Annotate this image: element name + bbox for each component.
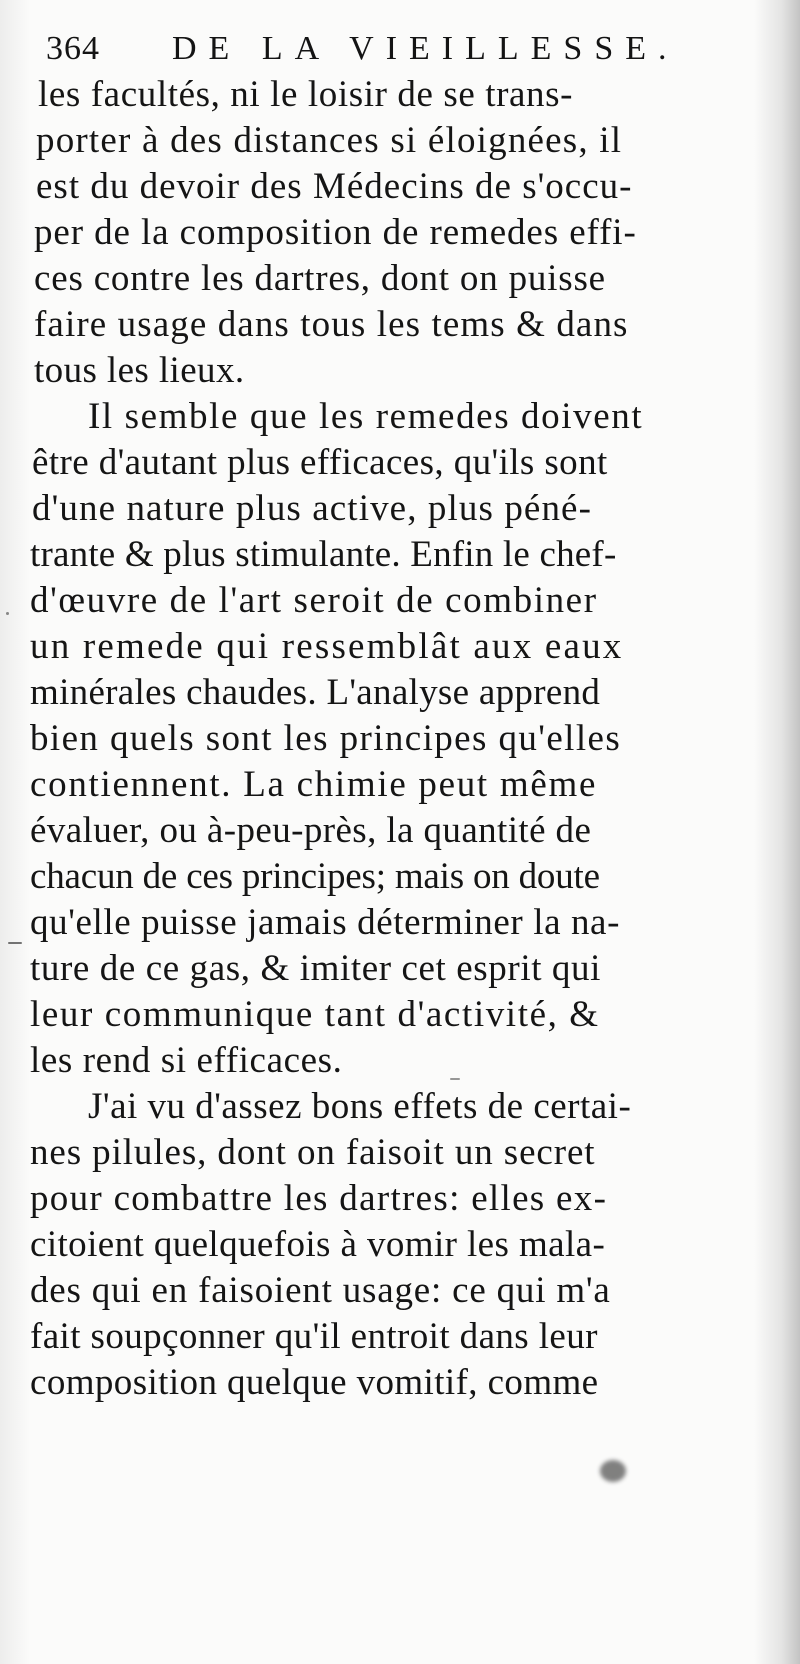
- text-line: d'une nature plus active, plus péné-: [32, 488, 592, 529]
- text-line: contiennent. La chimie peut même: [30, 764, 598, 805]
- text-line: des qui en faisoient usage: ce qui m'a: [30, 1270, 611, 1311]
- text-line: chacun de ces principes; mais on doute: [30, 856, 600, 897]
- text-line: fait soupçonner qu'il entroit dans leur: [30, 1316, 598, 1357]
- text-line: les rend si efficaces.: [30, 1040, 343, 1081]
- text-line: J'ai vu d'assez bons effets de certai-: [88, 1086, 632, 1127]
- text-line: leur communique tant d'activité, &: [30, 994, 600, 1035]
- text-line: nes pilules, dont on faisoit un secret: [30, 1132, 596, 1173]
- text-line: un remede qui ressemblât aux eaux: [30, 626, 624, 667]
- text-line: les facultés, ni le loisir de se trans-: [38, 74, 574, 115]
- running-head: DE LA VIEILLESSE.: [172, 30, 679, 67]
- text-line: minérales chaudes. L'analyse apprend: [30, 672, 601, 713]
- text-line: Il semble que les remedes doivent: [88, 396, 644, 437]
- text-line: per de la composition de remedes effi-: [34, 212, 637, 253]
- text-line: faire usage dans tous les tems & dans: [34, 304, 629, 345]
- page-number: 364: [46, 30, 100, 67]
- text-line: bien quels sont les principes qu'elles: [30, 718, 622, 759]
- text-line: être d'autant plus efficaces, qu'ils sont: [32, 442, 608, 483]
- text-line: d'œuvre de l'art seroit de combiner: [30, 580, 598, 621]
- text-line: composition quelque vomitif, comme: [30, 1362, 599, 1403]
- text-line: citoient quelquefois à vomir les mala-: [30, 1224, 606, 1265]
- text-line: trante & plus stimulante. Enfin le chef-: [30, 534, 617, 575]
- text-line: ces contre les dartres, dont on puisse: [34, 258, 606, 299]
- ink-speck: [450, 1078, 460, 1080]
- ink-speck: [600, 1460, 626, 1482]
- text-line: pour combattre les dartres: elles ex-: [30, 1178, 608, 1219]
- text-line: est du devoir des Médecins de s'occu-: [36, 166, 633, 207]
- ink-speck: [8, 942, 22, 944]
- text-line: ture de ce gas, & imiter cet esprit qui: [30, 948, 602, 989]
- text-line: qu'elle puisse jamais déterminer la na-: [30, 902, 620, 943]
- text-line: évaluer, ou à-peu-près, la quantité de: [30, 810, 592, 851]
- text-line: tous les lieux.: [34, 350, 245, 391]
- text-line: porter à des distances si éloignées, il: [36, 120, 623, 161]
- ink-speck: [6, 612, 9, 615]
